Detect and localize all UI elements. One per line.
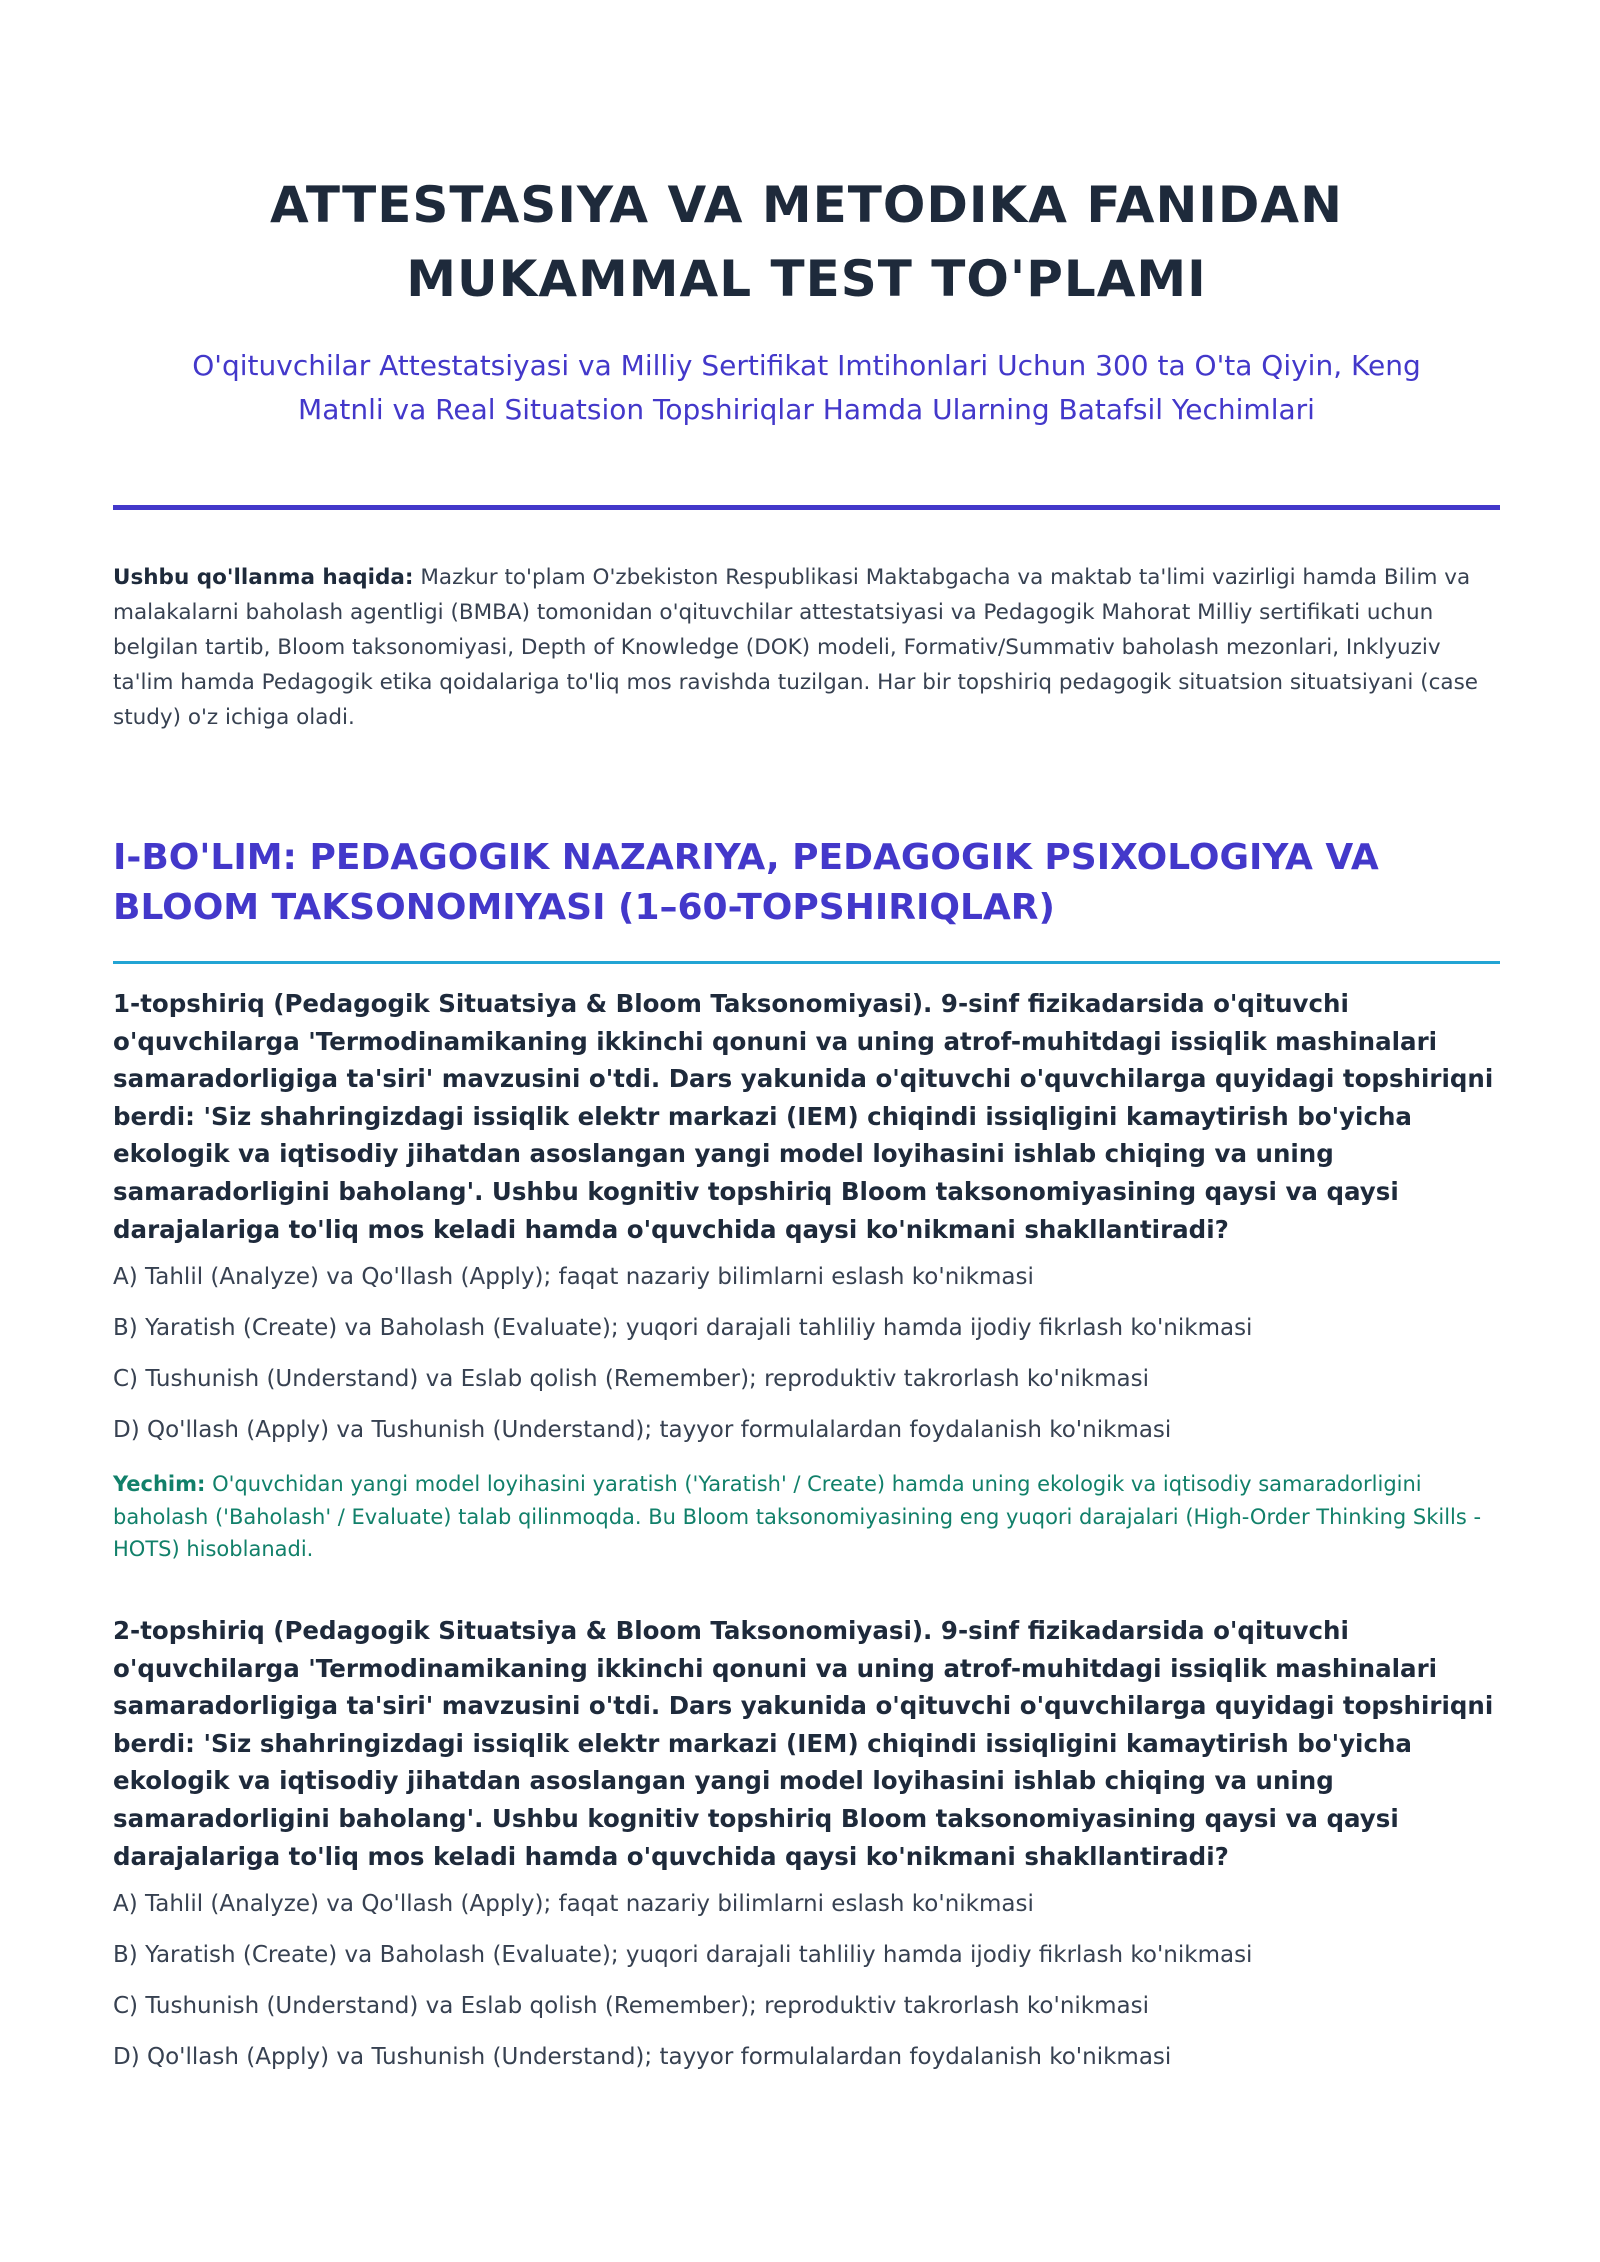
question-1-option-d: D) Qo'llash (Apply) va Tushunish (Understand); tayyor formulalardan foydalanish ko'nikmasi <box>113 1417 1172 1443</box>
about-label: Ushbu qo'llanma haqida: <box>113 565 414 590</box>
title-divider <box>113 505 1500 510</box>
subtitle-line-2: Matnli va Real Situatsion Topshiriqlar Hamda Ularning Batafsil Yechimlari <box>298 393 1315 426</box>
about-paragraph <box>113 560 1500 735</box>
question-1-options <box>113 1252 1500 1456</box>
section-title: I-BO'LIM: PEDAGOGIK NAZARIYA, PEDAGOGIK PSIXOLOGIYA VA BLOOM TAKSONOMIYASI (1–60-TOPSHIRIQLAR) <box>113 837 1379 928</box>
question-1-option-a: A) Tahlil (Analyze) va Qo'llash (Apply); faqat nazariy bilimlarni eslash ko'nikmasi <box>113 1264 1034 1290</box>
question-2-option-b: B) Yaratish (Create) va Baholash (Evaluate); yuqori darajali tahliliy hamda ijodiy fikrlash ko'nikmasi <box>113 1942 1253 1968</box>
question-2-option-a: A) Tahlil (Analyze) va Qo'llash (Apply); faqat nazariy bilimlarni eslash ko'nikmasi <box>113 1891 1034 1917</box>
title-line-1: ATTESTASIYA VA METODIKA FANIDAN <box>270 176 1343 234</box>
question-2-options <box>113 1879 1500 2083</box>
subtitle-line-1: O'qituvchilar Attestatsiyasi va Milliy Sertifikat Imtihonlari Uchun 300 ta O'ta Qiyin, Keng <box>192 349 1421 382</box>
solution-text: O'quvchidan yangi model loyihasini yaratish ('Yaratish' / Create) hamda uning ekologik va iqtisodiy samaradorligini baholash ('Baholash' / Evaluate) talab qilinmoqda. Bu Bloom taksonomiyasining eng yuqori darajalari (High-Order Thinking Skills - HOTS) hisoblanadi. <box>113 1472 1482 1561</box>
title-line-2: MUKAMMAL TEST TO'PLAMI <box>406 250 1207 308</box>
question-2-option-c: C) Tushunish (Understand) va Eslab qolish (Remember); reproduktiv takrorlash ko'nikmasi <box>113 1993 1149 2019</box>
solution-label: Yechim: <box>113 1472 206 1496</box>
question-1-text: 1-topshiriq (Pedagogik Situatsiya & Bloom Taksonomiyasi). 9-sinf fizikadarsida o'qituvchi o'quvchilarga 'Termodinamikaning ikkinchi qonuni va uning atrof-muhitdagi issiqlik mashinalari samaradorligiga ta'siri' mavzusini o'tdi. Dars yakunida o'qituvchi o'quvchilarga quyidagi topshiriqni berdi: 'Siz shahringizdagi issiqlik elektr markazi (IEM) chiqindi issiqligini kamaytirish bo'yicha ekologik va iqtisodiy jihatdan asoslangan yangi model loyihasini ishlab chiqing va uning samaradorligini baholang'. Ushbu kognitiv topshiriq Bloom taksonomiyasining qaysi va qaysi darajalariga to'liq mos keladi hamda o'quvchida qaysi ko'nikmani shakllantiradi? <box>113 989 1494 1244</box>
document-subtitle <box>113 344 1500 432</box>
section-divider <box>113 961 1500 964</box>
about-text: Mazkur to'plam O'zbekiston Respublikasi Maktabgacha va maktab ta'limi vazirligi hamda Bilim va malakalarni baholash agentligi (BMBA) tomonidan o'qituvchilar attestatsiyasi va Pedagogik Mahorat Milliy sertifikati uchun belgilan tartib, Bloom taksonomiyasi, Depth of Knowledge (DOK) modeli, Formativ/Summativ baholash mezonlari, Inklyuziv ta'lim hamda Pedagogik etika qoidalariga to'liq mos ravishda tuzilgan. Har bir topshiriq pedagogik situatsion situatsiyani (case study) o'z ichiga oladi. <box>113 565 1479 730</box>
document-title <box>113 168 1500 316</box>
question-1-solution <box>113 1468 1500 1566</box>
question-2-text: 2-topshiriq (Pedagogik Situatsiya & Bloom Taksonomiyasi). 9-sinf fizikadarsida o'qituvchi o'quvchilarga 'Termodinamikaning ikkinchi qonuni va uning atrof-muhitdagi issiqlik mashinalari samaradorligiga ta'siri' mavzusini o'tdi. Dars yakunida o'qituvchi o'quvchilarga quyidagi topshiriqni berdi: 'Siz shahringizdagi issiqlik elektr markazi (IEM) chiqindi issiqligini kamaytirish bo'yicha ekologik va iqtisodiy jihatdan asoslangan yangi model loyihasini ishlab chiqing va uning samaradorligini baholang'. Ushbu kognitiv topshiriq Bloom taksonomiyasining qaysi va qaysi darajalariga to'liq mos keladi hamda o'quvchida qaysi ko'nikmani shakllantiradi? <box>113 1616 1494 1871</box>
question-1-option-c: C) Tushunish (Understand) va Eslab qolish (Remember); reproduktiv takrorlash ko'nikmasi <box>113 1366 1149 1392</box>
question-1-option-b: B) Yaratish (Create) va Baholash (Evaluate); yuqori darajali tahliliy hamda ijodiy fikrlash ko'nikmasi <box>113 1315 1253 1341</box>
question-2-option-d: D) Qo'llash (Apply) va Tushunish (Understand); tayyor formulalardan foydalanish ko'nikmasi <box>113 2044 1172 2070</box>
